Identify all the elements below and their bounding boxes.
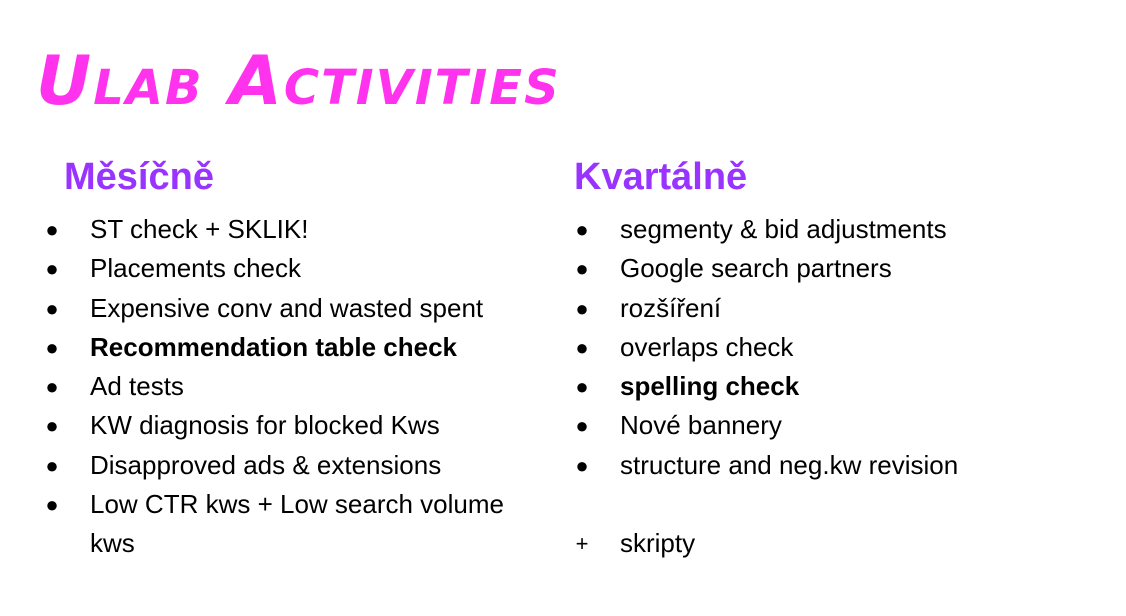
list-spacer <box>572 485 1094 524</box>
bullet-icon: ● <box>45 492 59 518</box>
monthly-column <box>45 152 534 564</box>
bullet-icon: ● <box>45 217 59 242</box>
bullet-icon: ● <box>45 452 59 478</box>
list-item: ● structure and neg.kw revision <box>572 446 1094 485</box>
list-item: ● Low CTR kws + Low search volume kws <box>42 485 534 564</box>
list-item: ● Recommendation table check <box>42 328 534 367</box>
list-item: ● Google search partners <box>572 249 1094 288</box>
list-item: ● Disapproved ads & extensions <box>42 446 534 485</box>
list-item: ● Expensive conv and wasted spent <box>42 289 534 328</box>
bullet-icon: ● <box>575 334 589 360</box>
quarterly-column <box>574 152 1094 564</box>
list-item: ● segmenty & bid adjustments <box>572 210 1094 249</box>
list-item: ● Ad tests <box>42 367 534 406</box>
bullet-icon: ● <box>575 295 589 321</box>
list-item: ● KW diagnosis for blocked Kws <box>42 406 534 445</box>
bullet-icon: ● <box>45 256 59 282</box>
bullet-icon: ● <box>575 413 589 439</box>
list-item: ● Nové bannery <box>572 406 1094 445</box>
bullet-icon: ● <box>575 217 589 242</box>
list-item: ● ST check + SKLIK! <box>42 210 534 249</box>
bullet-icon: ● <box>575 374 589 400</box>
bullet-icon: ● <box>45 295 59 321</box>
quarterly-heading: Kvartálně <box>574 156 748 198</box>
bullet-icon: ● <box>45 413 59 439</box>
list-item: ● Placements check <box>42 249 534 288</box>
list-item: + skripty <box>572 524 1094 563</box>
list-item: ● overlaps check <box>572 328 1094 367</box>
list-item: ● rozšíření <box>572 289 1094 328</box>
monthly-list <box>42 210 534 564</box>
bullet-icon: ● <box>575 256 589 282</box>
bullet-icon: ● <box>575 452 589 478</box>
bullet-icon: ● <box>45 374 59 400</box>
plus-icon: + <box>575 531 589 557</box>
list-item: ● spelling check <box>572 367 1094 406</box>
page-title: Ulab Activities <box>36 42 561 121</box>
monthly-heading: Měsíčně <box>64 156 214 198</box>
quarterly-list <box>572 210 1094 564</box>
bullet-icon: ● <box>45 334 59 360</box>
